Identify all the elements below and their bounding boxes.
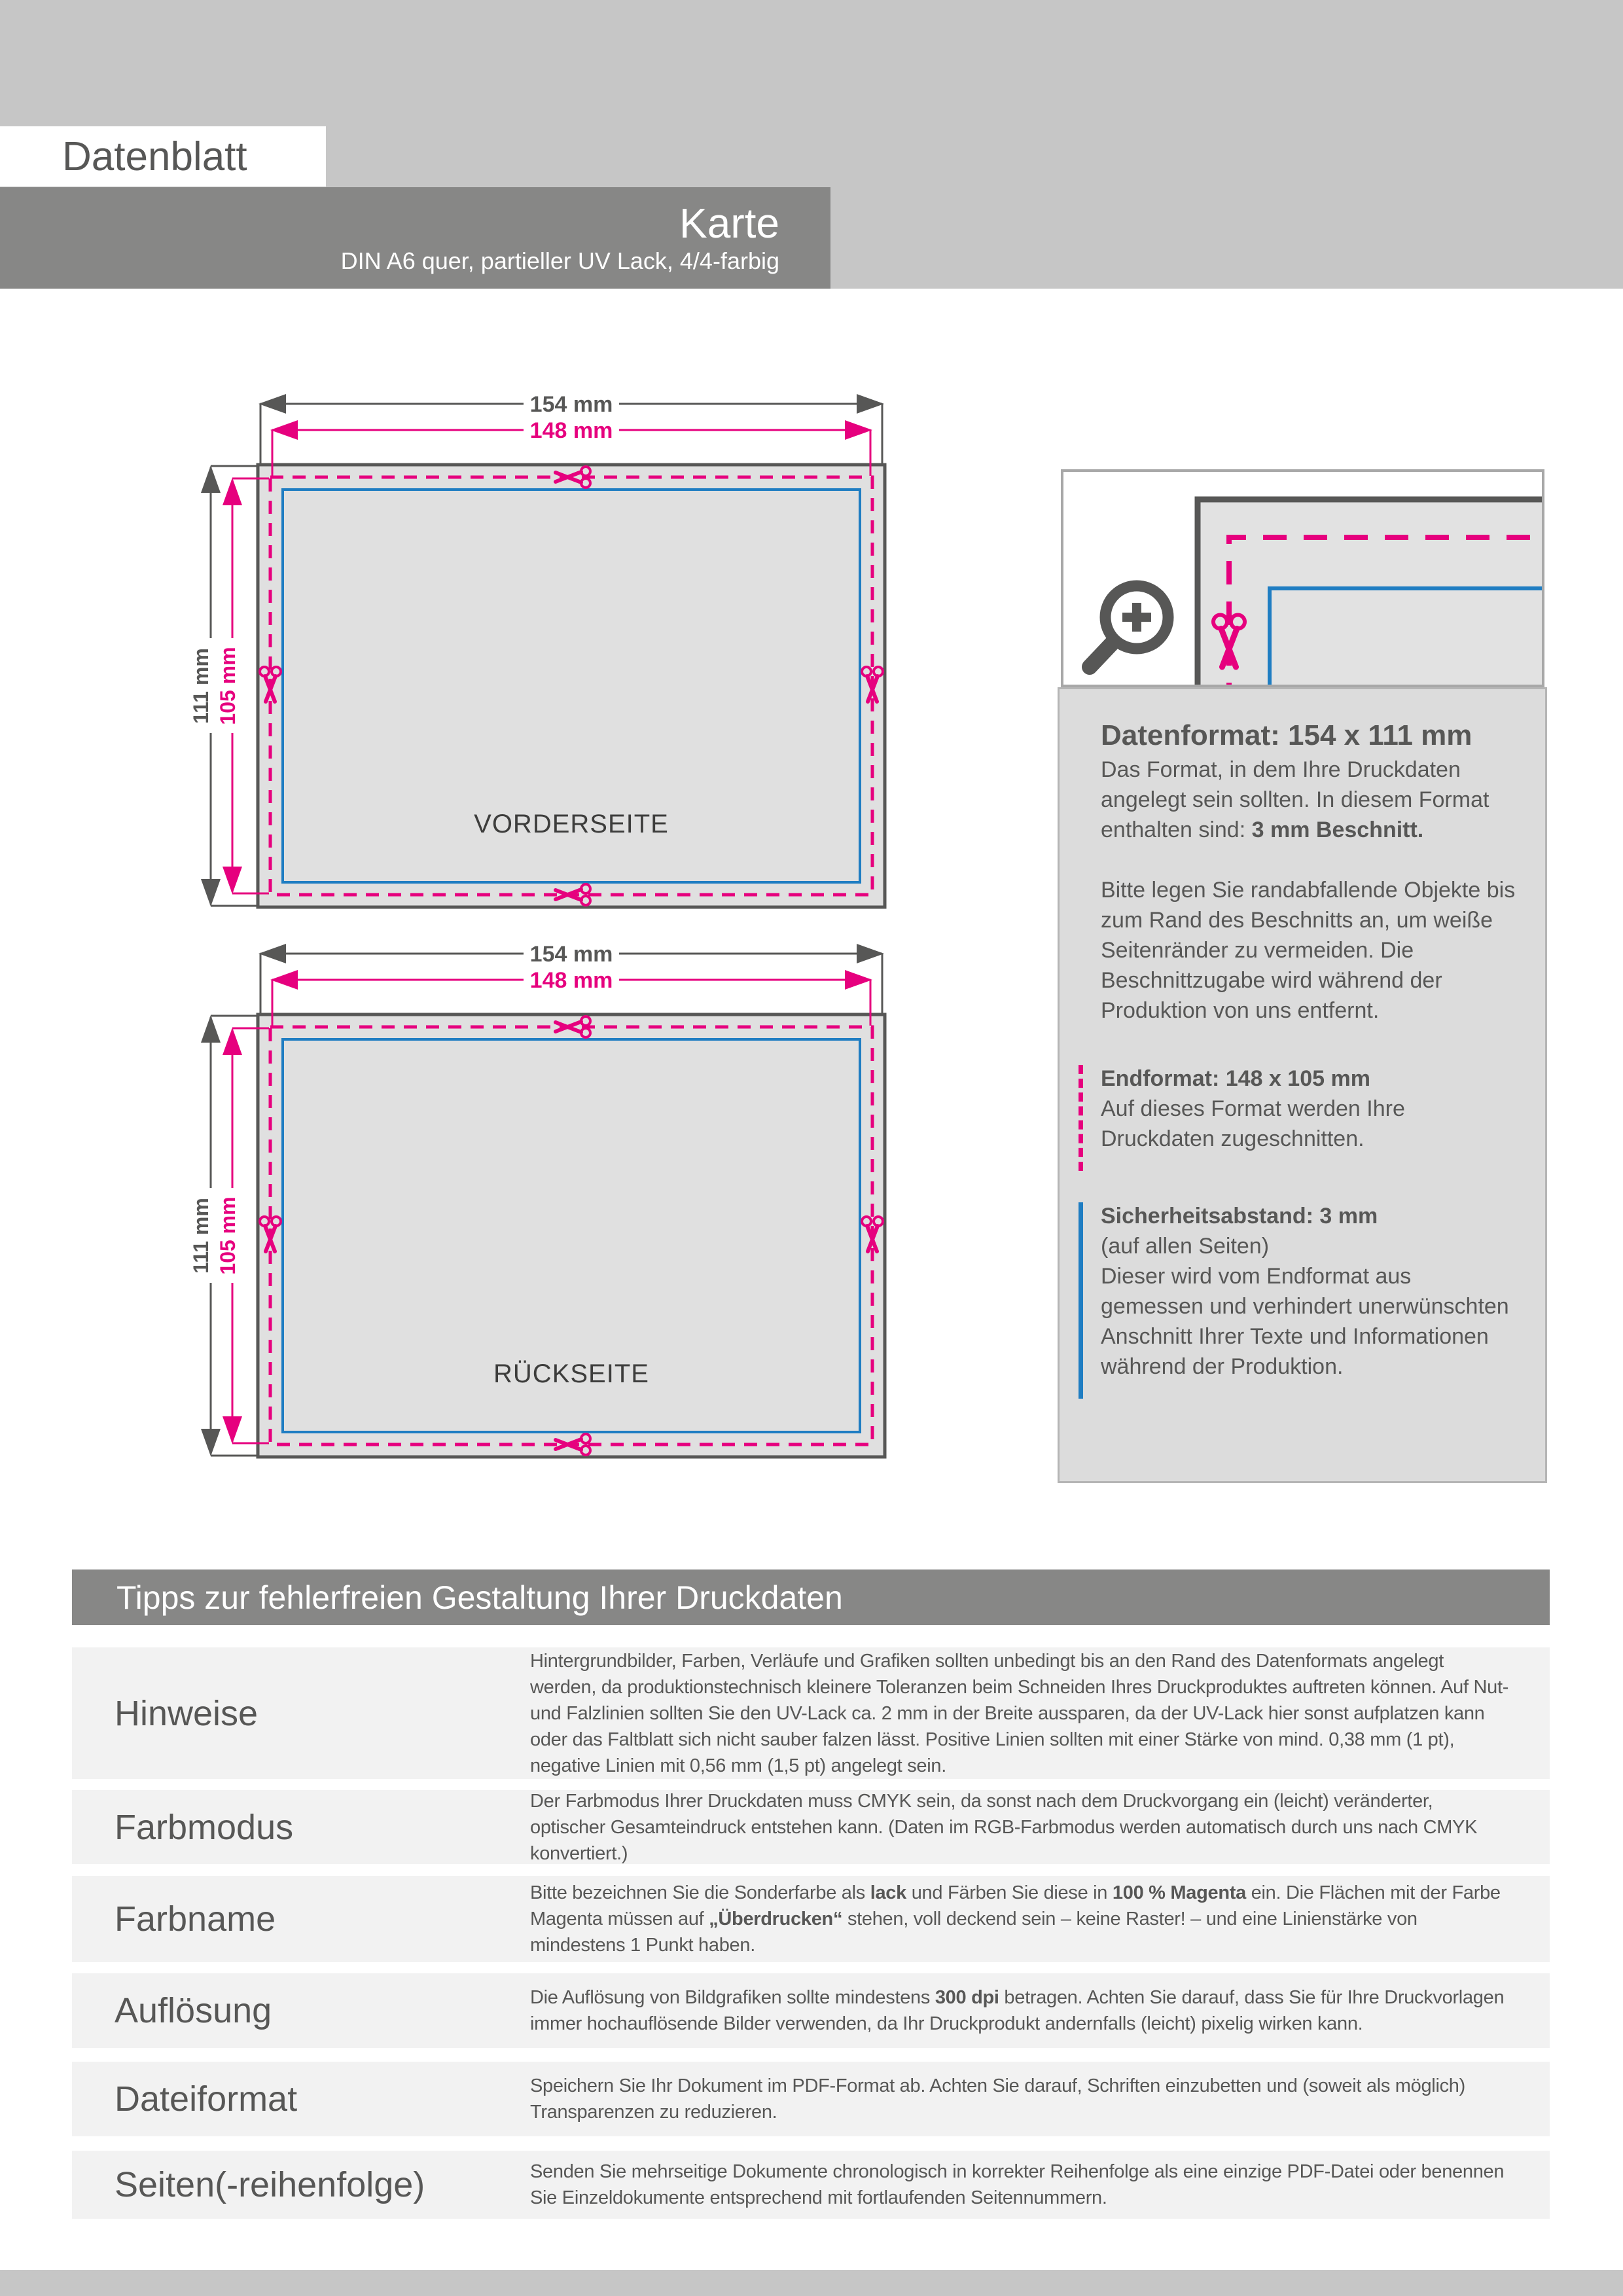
row-text: Speichern Sie Ihr Dokument im PDF-Format ab. Achten Sie darauf, Schriften einzubetten und (soweit als möglich) Transparenzen zu reduzieren. [530, 2075, 1465, 2123]
row-label: Farbmodus [115, 1807, 294, 1847]
format-info-panel [1058, 687, 1547, 1483]
row-text: Die Auflösung von Bildgrafiken sollte mindestens 300 dpi betragen. Achten Sie darauf, dass Sie für Ihre Druckvorlagen immer hochauflösende Bilder verwenden, da Ihr Druckprodukt andernfalls (leicht) pixelig wirken kann. [530, 1987, 1505, 2034]
card-front [189, 392, 885, 907]
tips-title: Tipps zur fehlerfreien Gestaltung Ihrer Druckdaten [116, 1579, 843, 1616]
front-side-label: VORDERSEITE [474, 810, 669, 838]
row-label: Farbname [115, 1899, 276, 1939]
back-datenformat-rect [258, 1014, 885, 1457]
datenformat-title: Datenformat: 154 x 111 mm [1101, 719, 1472, 751]
product-banner [0, 187, 830, 289]
safety-subtitle: (auf allen Seiten) [1101, 1234, 1270, 1259]
tips-row-seitenreihenfolge [72, 2151, 1550, 2219]
datenformat-body: Das Format, in dem Ihre Druckdaten angelegt sein sollten. In diesem Format enthalten sind: 3 mm Beschnitt. [1101, 757, 1489, 842]
tips-row-hinweise [72, 1647, 1550, 1779]
product-subtitle: DIN A6 quer, partieller UV Lack, 4/4-farbig [340, 247, 779, 274]
endformat-body: Auf dieses Format werden Ihre Druckdaten zugeschnitten. [1101, 1096, 1405, 1151]
safety-line-marker [1079, 1202, 1083, 1399]
tips-row-dateiformat [72, 2062, 1550, 2136]
row-label: Hinweise [115, 1693, 259, 1733]
front-dim-148-label: 148 mm [529, 418, 613, 443]
sheet-label: Datenblatt [62, 134, 247, 179]
footer-band [0, 2270, 1623, 2296]
back-dim-111-label: 111 mm [189, 1198, 213, 1274]
endformat-dash-marker [1079, 1065, 1083, 1171]
row-label: Seiten(-reihenfolge) [115, 2165, 425, 2204]
front-dim-105-label: 105 mm [216, 647, 240, 725]
safety-section [1101, 1201, 1519, 1382]
back-dim-105-label: 105 mm [216, 1196, 240, 1275]
row-text: Bitte bezeichnen Sie die Sonderfarbe als lack und Färben Sie diese in 100 % Magenta ein. Die Flächen mit der Farbe Magenta müssen auf „Überdrucken“ stehen, voll deckend sein – keine Raster! – und eine Linienstärke von mindestens 1 Punkt haben. [530, 1882, 1501, 1956]
tips-row-farbname [72, 1876, 1550, 1962]
card-back [189, 942, 885, 1457]
front-dim-111-label: 111 mm [189, 648, 213, 724]
endformat-title: Endformat: 148 x 105 mm [1101, 1066, 1370, 1091]
row-label: Dateiformat [115, 2079, 298, 2119]
corner-card-edge [1198, 499, 1542, 685]
card-diagrams [65, 353, 929, 1505]
magnifier-icon [1090, 586, 1168, 667]
datenformat-section [1101, 721, 1519, 1026]
tips-banner [72, 1570, 1550, 1625]
row-label: Auflösung [115, 1991, 272, 2030]
zoom-illustration-box [1061, 469, 1544, 687]
safety-title: Sicherheitsabstand: 3 mm [1101, 1204, 1378, 1229]
endformat-section [1101, 1064, 1519, 1154]
back-side-label: RÜCKSEITE [493, 1359, 649, 1388]
row-text: Senden Sie mehrseitige Dokumente chronologisch in korrekter Reihenfolge als eine einzige PDF-Datei oder benennen Sie Einzeldokumente entsprechend mit fortlaufenden Seitennummern. [530, 2161, 1505, 2208]
back-dim-148-label: 148 mm [529, 968, 613, 993]
row-text: Hintergrundbilder, Farben, Verläufe und Grafiken sollten unbedingt bis an den Rand des Datenformats angelegt werden, da produktionstechnisch kleinere Toleranzen beim Schneiden Ihres Druckproduktes auftreten können. Auf Nut- und Falzlinien sollten Sie den UV-Lack ca. 2 mm in der Breite aussparen, da der UV-Lack hier sonst aufplatzen kann oder das Faltblatt sich nicht sauber falzen lässt. Positive Linien sollten mit einer Stärke von mind. 0,38 mm (1 pt), negative Linien mit 0,56 mm (1,5 pt) angelegt sein. [530, 1650, 1509, 1776]
front-datenformat-rect [258, 465, 885, 907]
product-title: Karte [679, 199, 779, 247]
tips-row-farbmodus [72, 1790, 1550, 1864]
tips-row-aufloesung [72, 1973, 1550, 2048]
row-text: Der Farbmodus Ihrer Druckdaten muss CMYK sein, da sonst nach dem Druckvorgang ein (leicht) veränderter, optischer Gesamteindruck entstehen kann. (Daten im RGB-Farbmodus werden automatisch durch uns nach CMYK konvertiert.) [530, 1790, 1478, 1864]
sheet-label-box [0, 126, 326, 187]
front-dim-154-label: 154 mm [529, 392, 613, 417]
safety-body: Dieser wird vom Endformat aus gemessen und verhindert unerwünschten Anschnitt Ihrer Texte und Informationen während der Produktion. [1101, 1264, 1509, 1379]
bleed-note: Bitte legen Sie randabfallende Objekte bis zum Rand des Beschnitts an, um weiße Seitenränder zu vermeiden. Die Beschnittzugabe wird während der Produktion von uns entfernt. [1101, 878, 1516, 1023]
back-dim-154-label: 154 mm [529, 942, 613, 967]
zoom-illustration [1063, 472, 1542, 685]
